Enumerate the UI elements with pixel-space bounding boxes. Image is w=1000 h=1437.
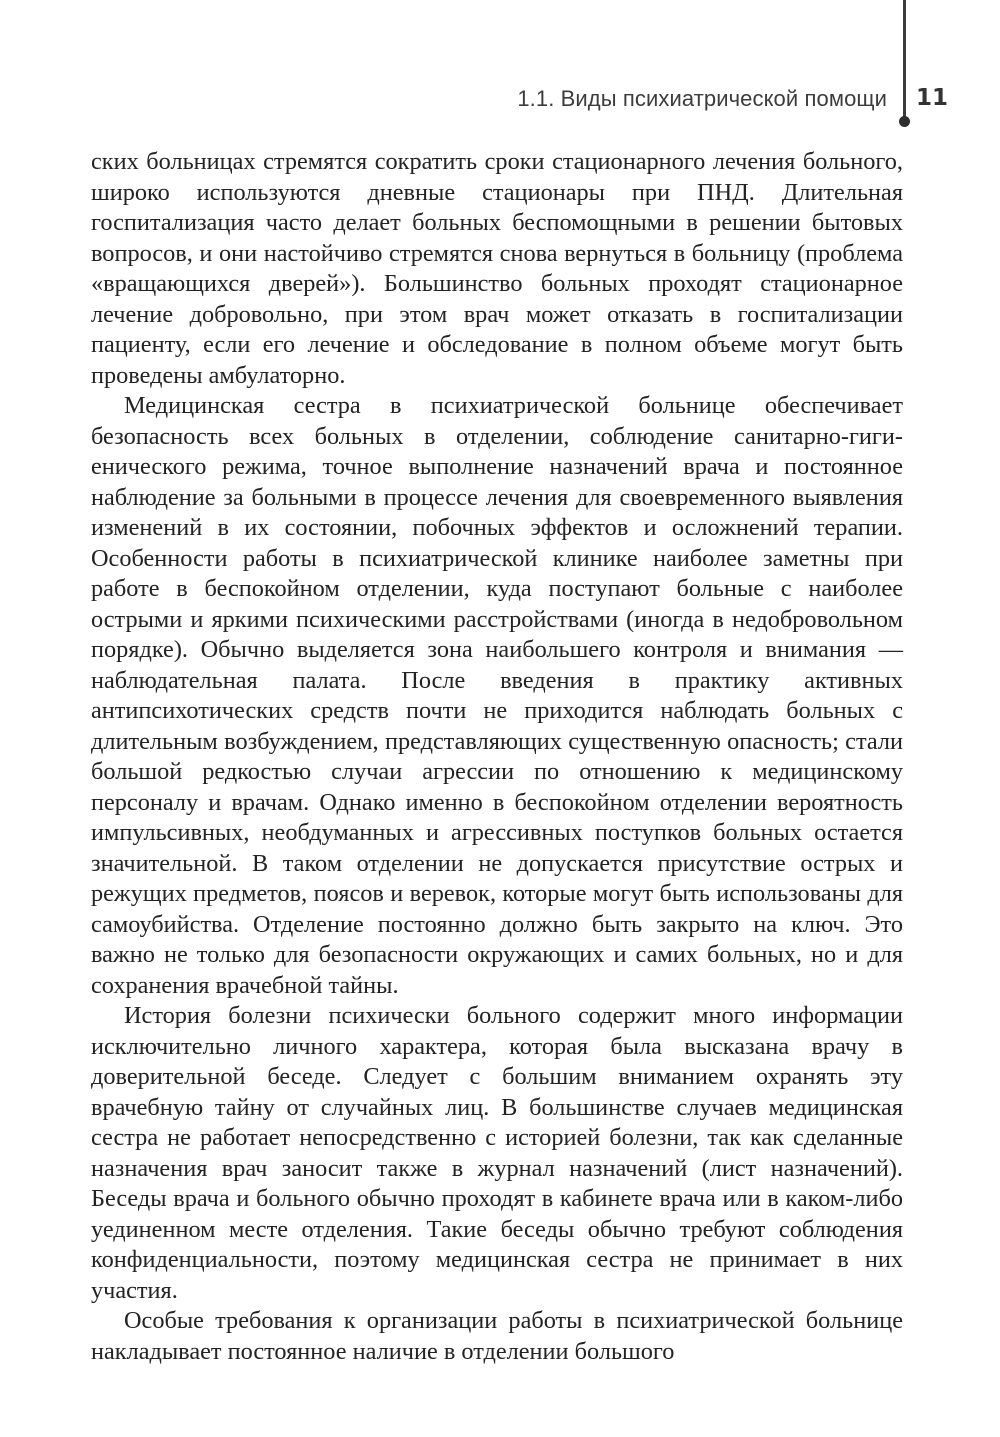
header-rule-dot — [899, 116, 910, 127]
paragraph-medical-history: История болезни психически больного содержит много информации исключительно личного характера, которая была высказана врачу в доверительной беседе. Следует с большим вниманием охранять эту врачебную тайну от случайных лиц. В большинстве случаев медицинская сестра не работает непосредственно с историей болезни, так как сделанные назначения врач заносит также в журнал назначений (лист назначений). Беседы врача и больного обычно проходят в кабинете врача или в каком-либо уединенном месте отделения. Такие беседы обычно требуют соблюдения конфиденциальности, поэтому медицинская сестра не принимает в них участия. — [91, 1002, 903, 1304]
paragraph-continuation: ских больницах стремятся сократить сроки стационарного лечения больного, широко используются дневные стационары при ПНД. Длительная госпитализация часто делает больных беспомощными в решении бытовых вопросов, и они настойчиво стремятся снова вернуться в больницу (проблема «вращающихся дверей»). Большинство больных проходят стационарное лечение добровольно, при этом врач может отказать в госпитализации пациенту, если его лечение и обследование в полном объеме могут быть проведены амбулаторно. — [91, 148, 903, 389]
paragraph-special-requirements: Особые требования к организации работы в психиатрической больнице накладывает постоянное наличие в отделении большого — [91, 1307, 903, 1365]
paragraph-nurse-duties: Медицинская сестра в психиатрической больнице обеспечивает безопасность всех больных в отделении, соблюдение санитарно-гигиенического режима, точное выполнение назначений врача и постоянное наблюдение за больными в процессе лечения для своевременного выявления изменений в их состоянии, побочных эффектов и осложнений терапии. Особенности работы в психиатрической клинике наиболее заметны при работе в беспокойном отделении, куда поступают больные с наиболее острыми и яркими психическими расстройствами (иногда в недобровольном порядке). Обычно выделяется зона наибольшего контроля и внимания — наблюдательная палата. После введения в практику активных антипсихотических средств почти не приходится наблюдать больных с длительным возбуждением, представляющих существенную опасность; стали большой редкостью случаи агрессии по отношению к медицинскому персоналу и врачам. Однако именно в беспокойном отделении вероятность импульсивных, необдуманных и агрессивных поступков больных остается значительной. В таком отделении не допускается присутствие острых и режущих предметов, поясов и веревок, которые могут быть использованы для самоубийства. Отделение постоянно должно быть закрыто на ключ. Это важно не только для безопасности окружающих и самих больных, но и для сохранения врачебной тайны. — [91, 392, 903, 999]
main-text — [91, 147, 903, 1367]
running-head-title: 1.1. Виды психиатрической помощи — [517, 86, 887, 111]
header-vertical-rule — [903, 0, 906, 122]
page-number: 11 — [916, 85, 949, 111]
